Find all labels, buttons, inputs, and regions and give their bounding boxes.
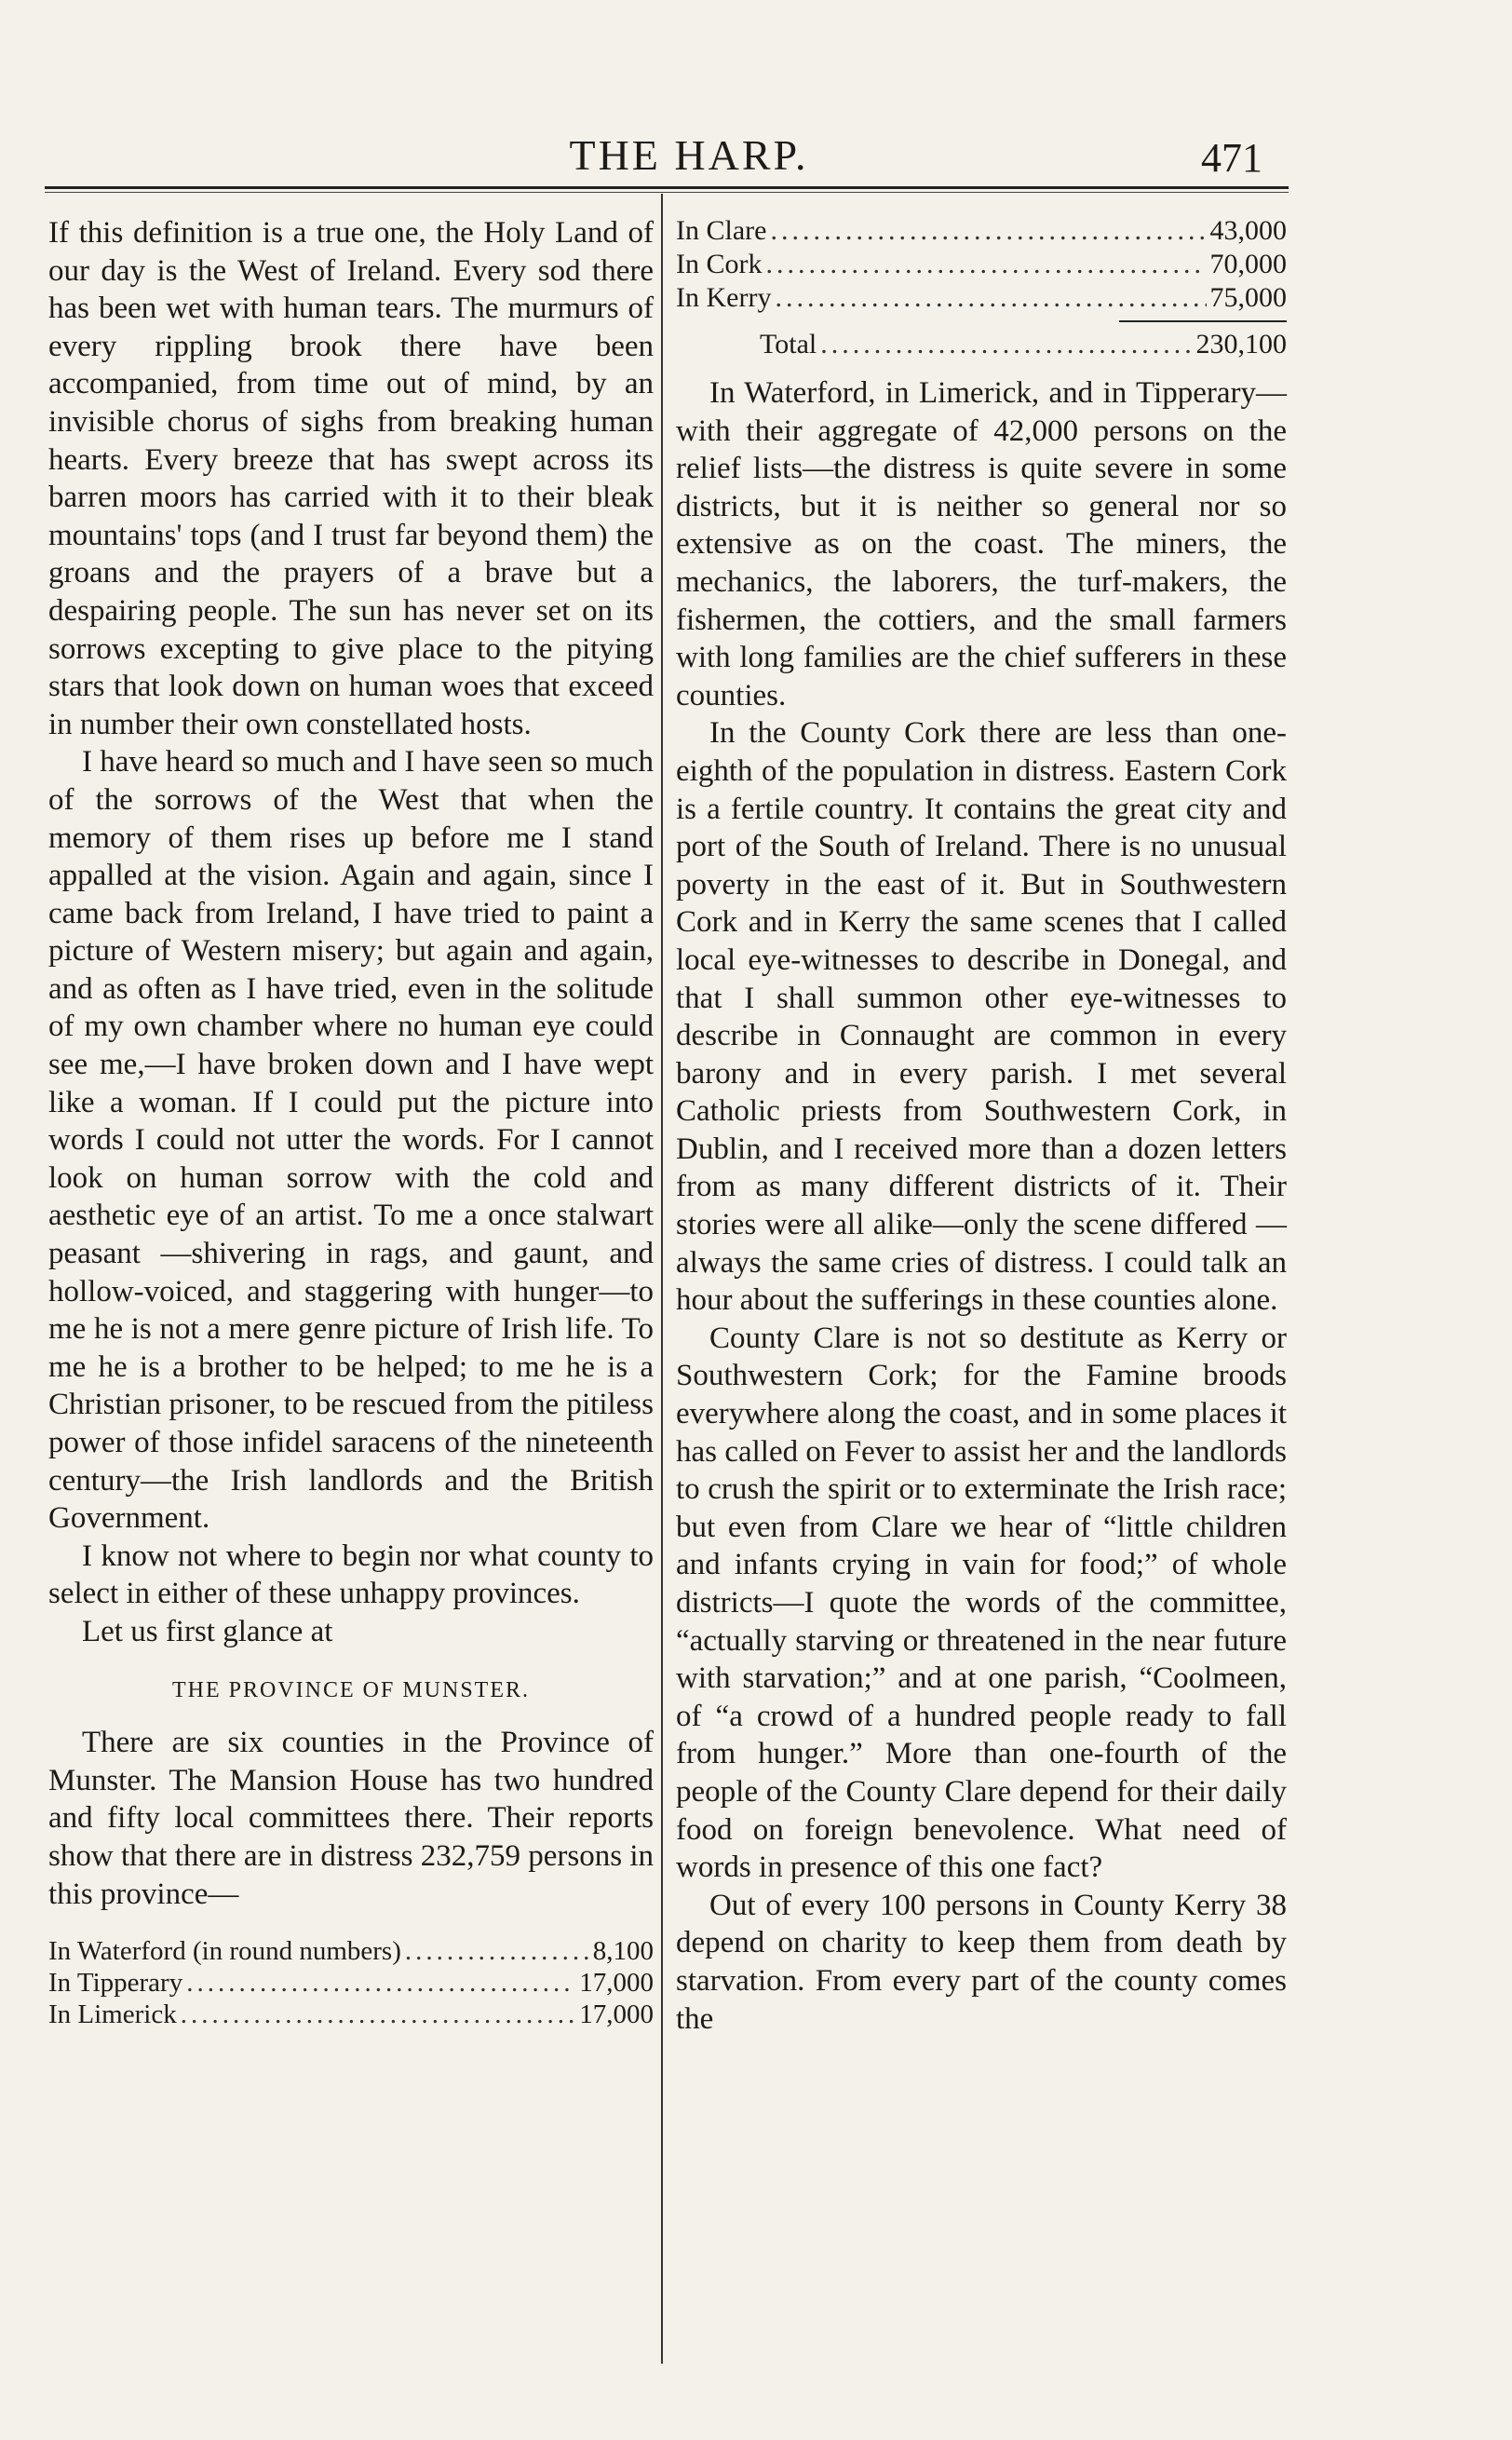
total-rule	[1119, 320, 1287, 322]
total-row	[676, 328, 1287, 361]
paragraph: I know not where to begin nor what county to select in either of these unhappy provinces.	[48, 1539, 654, 1611]
total-value: 230,100	[1195, 329, 1287, 359]
region-label: In Tipperary	[48, 1968, 183, 1999]
region-label: In Limerick	[48, 1999, 177, 2030]
paragraph: I have heard so much and I have seen so much of the sorrows of the West that when the memory of them rises up before me I stand appalled at the vision. Again and again, since I came back from Ireland, I have tried to paint a picture of Western misery; but again and again, and as often as I have tried, even in the solitude of my own chamber where no human eye could see me,—I have broken down and I have wept like a woman. If I could put the picture into words I could not utter the words. For I cannot look on human sorrow with the cold and aesthetic eye of an artist. To me a once stalwart peasant —shivering in rags, and gaunt, and hollow-voiced, and staggering with hunger—to me he is not a mere genre picture of Irish life. To me he is a brother to be helped; to me he is a Christian prisoner, to be rescued from the pitiless power of those infidel saracens of the nineteenth century—the Irish landlords and the British Government.	[48, 745, 654, 1536]
region-value: 70,000	[1209, 249, 1287, 279]
munster-distress-table-part-1	[48, 1935, 654, 2030]
section-heading: THE PROVINCE OF MUNSTER.	[171, 1677, 531, 1702]
region-value: 17,000	[579, 1999, 654, 2030]
column-divider	[661, 194, 663, 2364]
total-label: Total	[760, 329, 817, 359]
table-row	[48, 1999, 654, 2030]
region-value: 8,100	[592, 1936, 654, 1967]
region-label: In Waterford (in round numbers)	[48, 1936, 401, 1967]
running-title: THE HARP.	[569, 131, 809, 179]
page-number: 471	[1201, 135, 1262, 181]
dot-leader	[181, 1999, 576, 2030]
dot-leader	[820, 328, 1192, 361]
paragraph: County Clare is not so destitute as Kerry or Southwestern Cork; for the Famine broods everywhere along the coast, and in some places it has called on Fever to assist her and the landlords to crush the spirit or to exterminate the Irish race; but even from Clare we hear of “little children and infants crying in vain for food;” of whole districts—I quote the words of the committee, “actually starving or threatened in the near future with starvation;” and at one parish, “Coolmeen, of “a crowd of a hundred people ready to fall from hunger.” More than one-fourth of the people of the County Clare depend for their daily food on foreign benevolence. What need of words in presence of this one fact?	[676, 1321, 1287, 1885]
region-value: 43,000	[1209, 215, 1287, 246]
paragraph: In the County Cork there are less than one-eighth of the population in distress. Eastern Cork is a fertile country. It contains the great city and port of the South of Ireland. There is no unusual poverty in the east of it. But in Southwestern Cork and in Kerry the same scenes that I called local eye-witnesses to describe in Donegal, and that I shall summon other eye-witnesses to describe in Connaught are common in every barony and in every parish. I met several Catholic priests from Southwestern Cork, in Dublin, and I received more than a dozen letters from as many different districts of it. Their stories were all alike—only the scene differed —always the same cries of distress. I could talk an hour about the sufferings in these counties alone.	[676, 716, 1287, 1318]
region-label: In Kerry	[676, 282, 772, 313]
table-row	[676, 248, 1287, 281]
table-row	[676, 214, 1287, 248]
region-value: 17,000	[579, 1968, 654, 1999]
dot-leader	[770, 214, 1206, 248]
region-value: 75,000	[1209, 282, 1287, 313]
left-column	[48, 214, 654, 2030]
header-rule	[45, 186, 1289, 193]
table-row	[48, 1935, 654, 1967]
region-label: In Cork	[676, 249, 763, 279]
paragraph: If this definition is a true one, the Holy Land of our day is the West of Ireland. Every sod there has been wet with human tears. The murmurs of every rippling brook there have been accompanied, from time out of mind, by an invisible chorus of sighs from breaking human hearts. Every breeze that has swept across its barren moors has carried with it to their bleak mountains' tops (and I trust far beyond them) the groans and the prayers of a brave but a despairing people. The sun has never set on its sorrows excepting to give place to the pitying stars that look down on human woes that exceed in number their own constellated hosts.	[48, 216, 654, 741]
dot-leader	[775, 281, 1206, 315]
paragraph: Out of every 100 persons in County Kerry 38 depend on charity to keep them from death by starvation. From every part of the county comes the	[676, 1888, 1287, 2036]
total-rule-row	[676, 315, 1287, 328]
munster-distress-table-part-2	[676, 214, 1287, 361]
region-label: In Clare	[676, 215, 767, 246]
paragraph: There are six counties in the Province of Munster. The Mansion House has two hundred and fifty local committees there. Their reports show that there are in distress 232,759 persons in this province—	[48, 1726, 654, 1911]
right-column	[676, 214, 1287, 2038]
table-row	[48, 1967, 654, 1999]
table-row	[676, 281, 1287, 315]
dot-leader	[766, 248, 1207, 281]
dot-leader	[405, 1935, 589, 1967]
dot-leader	[186, 1967, 575, 1999]
paragraph: Let us first glance at	[82, 1614, 333, 1648]
paragraph: In Waterford, in Limerick, and in Tipperary—with their aggregate of 42,000 persons on the relief lists—the distress is quite severe in some districts, but it is neither so general nor so extensive as on the coast. The miners, the mechanics, the laborers, the turf-makers, the fishermen, the cottiers, and the small farmers with long families are the chief sufferers in these counties.	[676, 376, 1287, 712]
